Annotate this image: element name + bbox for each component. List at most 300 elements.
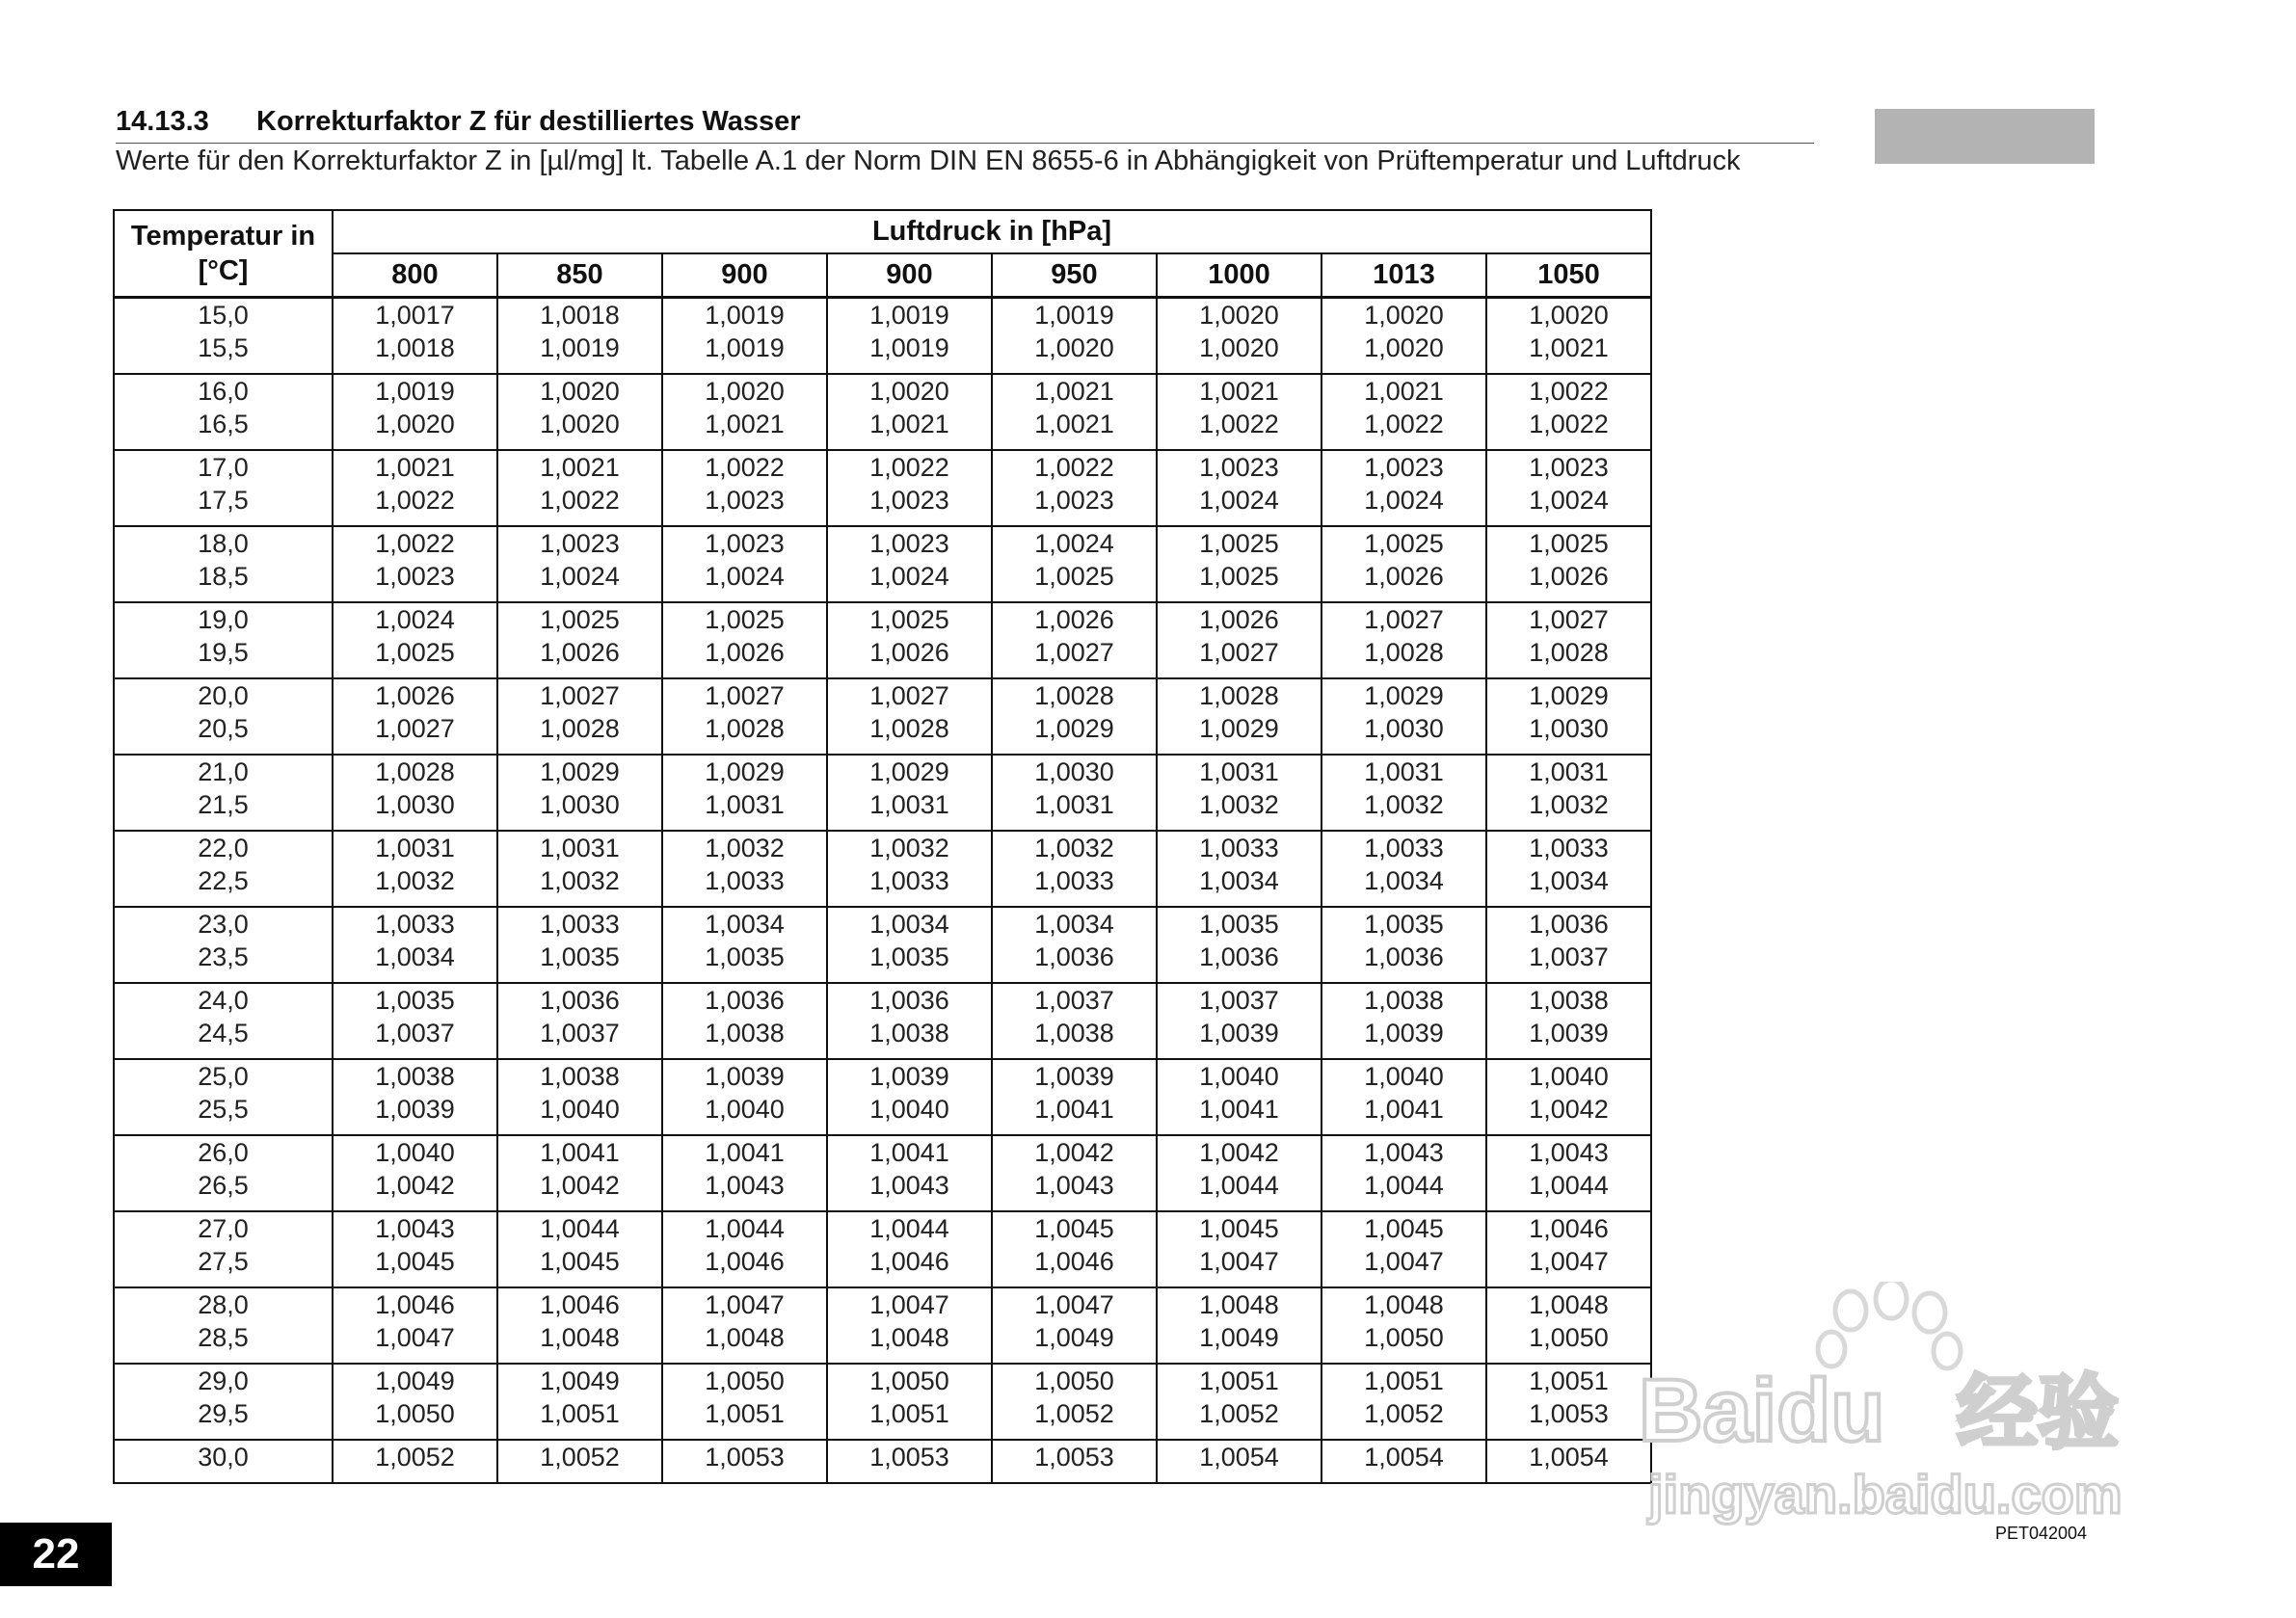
factor-value: 1,0043	[705, 1171, 785, 1200]
factor-value: 1,0026	[1199, 605, 1279, 634]
factor-value: 1,0029	[1199, 714, 1279, 743]
factor-value: 1,0038	[375, 1062, 455, 1091]
factor-cell	[662, 1135, 827, 1211]
temperature-value: 22,0	[198, 834, 249, 862]
factor-cell	[497, 755, 662, 831]
factor-value: 1,0031	[1364, 757, 1444, 786]
factor-value: 1,0037	[1529, 942, 1609, 971]
factor-value: 1,0027	[869, 681, 949, 710]
factor-cell	[1157, 755, 1322, 831]
factor-cell	[1157, 831, 1322, 907]
factor-value: 1,0046	[1034, 1247, 1114, 1276]
factor-cell	[333, 1364, 497, 1440]
factor-value: 1,0053	[1034, 1443, 1114, 1472]
factor-cell	[333, 526, 497, 602]
temperature-value: 28,5	[198, 1323, 249, 1352]
factor-value: 1,0022	[1529, 377, 1609, 406]
factor-value: 1,0035	[1364, 910, 1444, 939]
factor-value: 1,0019	[705, 333, 785, 362]
factor-cell	[1322, 374, 1486, 450]
factor-cell	[662, 526, 827, 602]
factor-cell	[1157, 1440, 1322, 1483]
factor-value: 1,0041	[1364, 1095, 1444, 1124]
factor-value: 1,0020	[1199, 301, 1279, 330]
factor-value: 1,0028	[375, 757, 455, 786]
factor-cell	[1157, 526, 1322, 602]
factor-value: 1,0022	[375, 529, 455, 558]
factor-cell	[333, 1440, 497, 1483]
factor-cell	[1157, 450, 1322, 526]
table-row-group	[114, 298, 1651, 375]
table-row-group	[114, 831, 1651, 907]
factor-cell	[1157, 298, 1322, 375]
factor-value: 1,0046	[375, 1290, 455, 1319]
factor-value: 1,0029	[1364, 681, 1444, 710]
factor-value: 1,0025	[540, 605, 620, 634]
temperature-cell	[114, 678, 333, 755]
factor-value: 1,0026	[1364, 562, 1444, 591]
temperature-value: 18,0	[198, 529, 249, 558]
factor-cell	[497, 1440, 662, 1483]
factor-cell	[827, 1440, 992, 1483]
temperature-header	[114, 210, 333, 298]
factor-value: 1,0020	[1364, 301, 1444, 330]
factor-cell	[1486, 602, 1651, 678]
factor-cell	[1486, 1135, 1651, 1211]
heading-rule	[116, 143, 1814, 144]
temperature-header-line2: [°C]	[198, 255, 249, 286]
table-row-group	[114, 602, 1651, 678]
factor-cell	[1322, 1135, 1486, 1211]
temperature-value: 23,5	[198, 942, 249, 971]
section-subtitle: Werte für den Korrekturfaktor Z in [µl/mg] lt. Tabelle A.1 der Norm DIN EN 8655-6 in Abhängigkeit von Prüftemperatur und Luftdruck	[116, 146, 1741, 176]
factor-value: 1,0026	[540, 638, 620, 667]
factor-cell	[333, 831, 497, 907]
factor-cell	[1322, 526, 1486, 602]
temperature-value: 16,0	[198, 377, 249, 406]
paw-pad-2	[1876, 1282, 1907, 1318]
factor-value: 1,0041	[1199, 1095, 1279, 1124]
factor-value: 1,0024	[1364, 486, 1444, 515]
factor-cell	[1486, 1440, 1651, 1483]
factor-value: 1,0044	[540, 1214, 620, 1243]
paw-pad-1	[1835, 1291, 1866, 1330]
table-row-group	[114, 1135, 1651, 1211]
factor-cell	[497, 1211, 662, 1287]
factor-cell	[1322, 1364, 1486, 1440]
pressure-column-header: 900	[827, 253, 992, 298]
factor-value: 1,0027	[1034, 638, 1114, 667]
temperature-cell	[114, 907, 333, 983]
section-number: 14.13.3	[116, 106, 209, 137]
factor-value: 1,0050	[375, 1399, 455, 1428]
factor-cell	[662, 298, 827, 375]
factor-value: 1,0050	[1529, 1323, 1609, 1352]
factor-value: 1,0028	[1199, 681, 1279, 710]
factor-value: 1,0045	[375, 1247, 455, 1276]
factor-cell	[827, 1287, 992, 1364]
watermark-service: 经验	[1957, 1366, 2120, 1460]
factor-value: 1,0051	[1364, 1366, 1444, 1395]
factor-cell	[1322, 602, 1486, 678]
factor-value: 1,0036	[1199, 942, 1279, 971]
temperature-cell	[114, 831, 333, 907]
factor-value: 1,0025	[869, 605, 949, 634]
temperature-value: 25,5	[198, 1095, 249, 1124]
factor-value: 1,0033	[1034, 866, 1114, 895]
factor-cell	[827, 526, 992, 602]
factor-cell	[497, 298, 662, 375]
factor-value: 1,0052	[1199, 1399, 1279, 1428]
factor-value: 1,0040	[1529, 1062, 1609, 1091]
factor-value: 1,0051	[869, 1399, 949, 1428]
factor-cell	[333, 983, 497, 1059]
factor-value: 1,0031	[375, 834, 455, 862]
factor-value: 1,0030	[540, 790, 620, 819]
factor-cell	[1322, 298, 1486, 375]
table-row-group	[114, 755, 1651, 831]
factor-cell	[1157, 983, 1322, 1059]
factor-cell	[662, 602, 827, 678]
factor-value: 1,0051	[540, 1399, 620, 1428]
factor-cell	[992, 374, 1157, 450]
factor-cell	[1157, 1135, 1322, 1211]
factor-value: 1,0036	[1529, 910, 1609, 939]
factor-cell	[1322, 1440, 1486, 1483]
factor-cell	[827, 1135, 992, 1211]
temperature-value: 20,0	[198, 681, 249, 710]
temperature-value: 18,5	[198, 562, 249, 591]
factor-value: 1,0044	[1364, 1171, 1444, 1200]
temperature-cell	[114, 1440, 333, 1483]
factor-value: 1,0020	[375, 410, 455, 438]
pressure-columns-row	[114, 253, 1651, 298]
temperature-cell	[114, 755, 333, 831]
factor-cell	[992, 983, 1157, 1059]
factor-cell	[1486, 1287, 1651, 1364]
factor-value: 1,0031	[1034, 790, 1114, 819]
factor-value: 1,0027	[1529, 605, 1609, 634]
factor-cell	[1157, 1287, 1322, 1364]
factor-value: 1,0020	[1364, 333, 1444, 362]
temperature-value: 17,5	[198, 486, 249, 515]
temperature-value: 29,5	[198, 1399, 249, 1428]
pressure-column-header: 1050	[1486, 253, 1651, 298]
factor-cell	[497, 1135, 662, 1211]
paw-pad-5	[1934, 1334, 1961, 1368]
factor-value: 1,0046	[705, 1247, 785, 1276]
factor-value: 1,0039	[869, 1062, 949, 1091]
factor-value: 1,0021	[705, 410, 785, 438]
factor-value: 1,0030	[375, 790, 455, 819]
factor-value: 1,0047	[1529, 1247, 1609, 1276]
factor-value: 1,0025	[375, 638, 455, 667]
temperature-value: 27,0	[198, 1214, 249, 1243]
factor-value: 1,0049	[1199, 1323, 1279, 1352]
factor-cell	[662, 450, 827, 526]
factor-cell	[497, 907, 662, 983]
pressure-column-header: 1013	[1322, 253, 1486, 298]
document-code: PET042004	[1995, 1524, 2088, 1543]
temperature-value: 19,5	[198, 638, 249, 667]
section-title: Korrekturfaktor Z für destilliertes Wasser	[256, 106, 801, 137]
factor-value: 1,0033	[375, 910, 455, 939]
factor-cell	[1322, 907, 1486, 983]
factor-cell	[827, 983, 992, 1059]
factor-value: 1,0021	[1364, 377, 1444, 406]
factor-cell	[497, 374, 662, 450]
factor-cell	[827, 831, 992, 907]
pressure-column-header: 800	[333, 253, 497, 298]
factor-value: 1,0054	[1199, 1443, 1279, 1472]
factor-cell	[827, 450, 992, 526]
factor-value: 1,0031	[1199, 757, 1279, 786]
factor-value: 1,0032	[375, 866, 455, 895]
factor-value: 1,0040	[375, 1138, 455, 1167]
factor-value: 1,0022	[375, 486, 455, 515]
temperature-value: 28,0	[198, 1290, 249, 1319]
factor-cell	[992, 1287, 1157, 1364]
factor-value: 1,0046	[540, 1290, 620, 1319]
factor-value: 1,0035	[869, 942, 949, 971]
factor-value: 1,0048	[540, 1323, 620, 1352]
factor-value: 1,0034	[705, 910, 785, 939]
factor-value: 1,0027	[705, 681, 785, 710]
factor-value: 1,0036	[705, 986, 785, 1015]
factor-cell	[662, 831, 827, 907]
temperature-value: 24,0	[198, 986, 249, 1015]
factor-value: 1,0029	[540, 757, 620, 786]
factor-value: 1,0049	[375, 1366, 455, 1395]
factor-value: 1,0035	[375, 986, 455, 1015]
factor-value: 1,0043	[1034, 1171, 1114, 1200]
factor-value: 1,0028	[540, 714, 620, 743]
factor-value: 1,0030	[1529, 714, 1609, 743]
factor-value: 1,0028	[1529, 638, 1609, 667]
factor-cell	[992, 450, 1157, 526]
factor-cell	[662, 1364, 827, 1440]
factor-cell	[992, 831, 1157, 907]
table-row-group	[114, 907, 1651, 983]
factor-cell	[1322, 1059, 1486, 1135]
factor-value: 1,0039	[1529, 1019, 1609, 1048]
factor-value: 1,0048	[1199, 1290, 1279, 1319]
factor-value: 1,0030	[1034, 757, 1114, 786]
pressure-column-header: 900	[662, 253, 827, 298]
factor-value: 1,0054	[1364, 1443, 1444, 1472]
factor-cell	[992, 678, 1157, 755]
factor-cell	[662, 983, 827, 1059]
factor-value: 1,0020	[540, 410, 620, 438]
factor-cell	[333, 1059, 497, 1135]
temperature-value: 15,5	[198, 333, 249, 362]
factor-cell	[497, 1059, 662, 1135]
factor-value: 1,0036	[869, 986, 949, 1015]
factor-cell	[992, 1211, 1157, 1287]
factor-cell	[1486, 907, 1651, 983]
factor-cell	[827, 755, 992, 831]
factor-value: 1,0024	[705, 562, 785, 591]
factor-value: 1,0024	[1199, 486, 1279, 515]
factor-value: 1,0024	[1034, 529, 1114, 558]
factor-cell	[497, 831, 662, 907]
factor-value: 1,0024	[869, 562, 949, 591]
factor-cell	[1486, 450, 1651, 526]
factor-cell	[827, 1211, 992, 1287]
factor-value: 1,0032	[540, 866, 620, 895]
factor-value: 1,0041	[869, 1138, 949, 1167]
factor-value: 1,0048	[1364, 1290, 1444, 1319]
factor-cell	[1157, 374, 1322, 450]
factor-cell	[497, 983, 662, 1059]
factor-value: 1,0040	[1364, 1062, 1444, 1091]
factor-value: 1,0050	[1034, 1366, 1114, 1395]
factor-value: 1,0044	[705, 1214, 785, 1243]
factor-value: 1,0027	[1364, 605, 1444, 634]
factor-value: 1,0036	[540, 986, 620, 1015]
factor-value: 1,0053	[869, 1443, 949, 1472]
factor-value: 1,0033	[1364, 834, 1444, 862]
factor-value: 1,0019	[375, 377, 455, 406]
factor-value: 1,0025	[1199, 529, 1279, 558]
factor-value: 1,0019	[869, 333, 949, 362]
temperature-cell	[114, 374, 333, 450]
factor-value: 1,0029	[869, 757, 949, 786]
factor-value: 1,0034	[1199, 866, 1279, 895]
factor-value: 1,0039	[1364, 1019, 1444, 1048]
factor-cell	[1486, 1059, 1651, 1135]
pressure-column-header: 850	[497, 253, 662, 298]
factor-value: 1,0036	[1364, 942, 1444, 971]
factor-value: 1,0046	[869, 1247, 949, 1276]
factor-value: 1,0030	[1364, 714, 1444, 743]
factor-cell	[333, 1135, 497, 1211]
factor-value: 1,0043	[1364, 1138, 1444, 1167]
factor-cell	[662, 678, 827, 755]
factor-value: 1,0041	[1034, 1095, 1114, 1124]
table-row-group	[114, 374, 1651, 450]
temperature-value: 16,5	[198, 410, 249, 438]
factor-value: 1,0028	[869, 714, 949, 743]
factor-value: 1,0022	[540, 486, 620, 515]
page-number: 22	[32, 1530, 80, 1578]
correction-factor-table	[113, 209, 1652, 1484]
factor-value: 1,0021	[1529, 333, 1609, 362]
factor-value: 1,0026	[1034, 605, 1114, 634]
paw-pad-3	[1914, 1293, 1945, 1332]
factor-cell	[827, 1059, 992, 1135]
factor-value: 1,0022	[869, 453, 949, 482]
factor-value: 1,0053	[705, 1443, 785, 1472]
factor-value: 1,0023	[1364, 453, 1444, 482]
factor-value: 1,0022	[1034, 453, 1114, 482]
factor-cell	[497, 678, 662, 755]
factor-value: 1,0025	[1034, 562, 1114, 591]
temperature-cell	[114, 1211, 333, 1287]
factor-value: 1,0021	[869, 410, 949, 438]
factor-value: 1,0026	[1529, 562, 1609, 591]
temperature-cell	[114, 1135, 333, 1211]
factor-cell	[662, 755, 827, 831]
temperature-cell	[114, 983, 333, 1059]
temperature-cell	[114, 1364, 333, 1440]
factor-value: 1,0020	[1199, 333, 1279, 362]
factor-value: 1,0042	[375, 1171, 455, 1200]
factor-cell	[1322, 450, 1486, 526]
factor-cell	[827, 374, 992, 450]
factor-cell	[1322, 755, 1486, 831]
factor-cell	[662, 907, 827, 983]
factor-value: 1,0028	[705, 714, 785, 743]
factor-value: 1,0038	[540, 1062, 620, 1091]
factor-value: 1,0019	[705, 301, 785, 330]
factor-value: 1,0019	[540, 333, 620, 362]
factor-value: 1,0023	[869, 486, 949, 515]
factor-cell	[1486, 678, 1651, 755]
factor-value: 1,0023	[540, 529, 620, 558]
factor-value: 1,0035	[705, 942, 785, 971]
watermark-brand: Baidu	[1639, 1362, 1885, 1460]
factor-value: 1,0040	[705, 1095, 785, 1124]
factor-value: 1,0042	[1199, 1138, 1279, 1167]
factor-cell	[662, 374, 827, 450]
factor-value: 1,0035	[540, 942, 620, 971]
factor-cell	[333, 602, 497, 678]
factor-cell	[497, 602, 662, 678]
factor-cell	[1322, 831, 1486, 907]
tab-marker	[1875, 109, 2095, 164]
factor-value: 1,0042	[1529, 1095, 1609, 1124]
factor-value: 1,0054	[1529, 1443, 1609, 1472]
temperature-value: 30,0	[198, 1443, 249, 1472]
table-row-group	[114, 526, 1651, 602]
table-row-group	[114, 1059, 1651, 1135]
factor-cell	[1157, 1059, 1322, 1135]
factor-value: 1,0047	[869, 1290, 949, 1319]
factor-value: 1,0043	[375, 1214, 455, 1243]
factor-value: 1,0038	[1529, 986, 1609, 1015]
factor-value: 1,0029	[1529, 681, 1609, 710]
factor-value: 1,0037	[1034, 986, 1114, 1015]
factor-value: 1,0042	[540, 1171, 620, 1200]
factor-value: 1,0039	[705, 1062, 785, 1091]
factor-cell	[1486, 374, 1651, 450]
factor-value: 1,0023	[1529, 453, 1609, 482]
watermark-url: jingyan.baidu.com	[1648, 1464, 2122, 1525]
table-row-group	[114, 678, 1651, 755]
factor-cell	[1157, 678, 1322, 755]
factor-cell	[827, 298, 992, 375]
factor-value: 1,0034	[1034, 910, 1114, 939]
factor-value: 1,0032	[1364, 790, 1444, 819]
factor-value: 1,0021	[1034, 410, 1114, 438]
factor-value: 1,0023	[869, 529, 949, 558]
factor-cell	[1486, 1364, 1651, 1440]
factor-value: 1,0050	[705, 1366, 785, 1395]
factor-value: 1,0038	[1034, 1019, 1114, 1048]
factor-value: 1,0025	[1199, 562, 1279, 591]
factor-value: 1,0045	[540, 1247, 620, 1276]
paw-pad-4	[1818, 1332, 1845, 1366]
factor-value: 1,0021	[1034, 377, 1114, 406]
factor-value: 1,0048	[869, 1323, 949, 1352]
factor-value: 1,0039	[1034, 1062, 1114, 1091]
temperature-value: 25,0	[198, 1062, 249, 1091]
temperature-value: 20,5	[198, 714, 249, 743]
factor-cell	[662, 1287, 827, 1364]
factor-cell	[1157, 1364, 1322, 1440]
factor-cell	[1322, 1211, 1486, 1287]
